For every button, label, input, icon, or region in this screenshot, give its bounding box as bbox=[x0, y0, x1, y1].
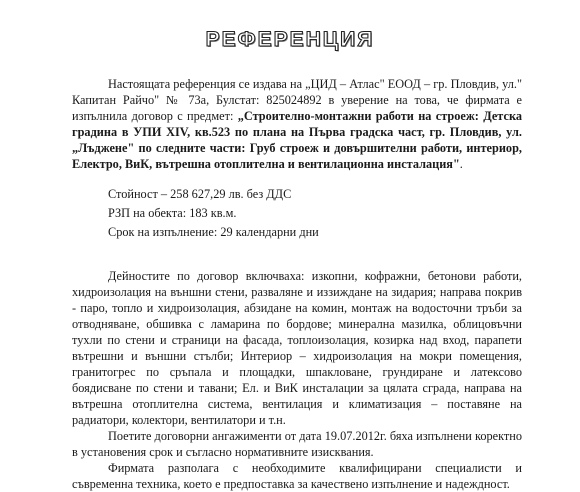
fact-value: 183 кв.м. bbox=[189, 206, 237, 220]
intro-end: . bbox=[459, 157, 463, 171]
document-body bbox=[72, 76, 522, 492]
contract-facts bbox=[108, 185, 522, 242]
fact-label: Срок на изпълнение: bbox=[108, 225, 221, 239]
intro-paragraph bbox=[72, 76, 522, 172]
fact-value-row bbox=[108, 185, 522, 204]
contract-subject: „Строително-монтажни работи на строеж: Детска градина в УПИ XIV, кв.523 по плана на Първа градска част, гр. Пловдив, ул. „Лъджене" по следните части: Груб строеж и довършителни работи, интериор, Електро, ВиК, вътрешна отоплителна и вентилационна инсталация" bbox=[72, 109, 522, 171]
fact-term-row bbox=[108, 223, 522, 242]
fact-value: 258 627,29 лв. без ДДС bbox=[170, 187, 292, 201]
fact-label: РЗП на обекта: bbox=[108, 206, 190, 220]
fact-value: 29 календарни дни bbox=[220, 225, 319, 239]
document-title: РЕФЕРЕНЦИЯ bbox=[205, 28, 375, 51]
fact-area-row bbox=[108, 204, 522, 223]
completion-paragraph: Поетите договорни ангажименти от дата 19.07.2012г. бяха изпълнени коректно в установения срок и съгласно нормативните изисквания. bbox=[72, 429, 522, 459]
intro-text: Настоящата референция се издава на „ЦИД – Атлас" ЕООД – гр. Пловдив, ул." Капитан Райчо" № 73а, Булстат: 825024892 в уверение на това, че фирмата е изпълнила договор с предмет: bbox=[72, 77, 522, 123]
activities-paragraph: Дейностите по договор включваха: изкопни, кофражни, бетонови работи, хидроизолация на външни стени, разваляне и иззиждане на зидария; направа покрив - паро, топло и хидроизолация, абзидане на комин, монтаж на водосточни тръби за отводняване, обшивка с ламарина по бордове; минерална мазилка, облицовъчни тухли по стени и страници на фасада, топлоизолация, козирка над вход, парапети вътрешни и външни стълби; Интериор – хидроизолация на мокри помещения, гранитогрес по сръпала и площадки, шпакловане, грундиране и латексово боядисване по стени и тавани; Ел. и ВиК инсталации за цялата сграда, направа на вътрешна отоплителна система, вентилация и климатизация – поставяне на радиатори, колектори, вентилатори и т.н. bbox=[72, 269, 522, 427]
capability-paragraph: Фирмата разполага с необходимите квалифицирани специалисти и съвременна техника, което е предпоставка за качествено изпълнение и надеждност. bbox=[72, 461, 522, 491]
fact-label: Стойност – bbox=[108, 187, 171, 201]
